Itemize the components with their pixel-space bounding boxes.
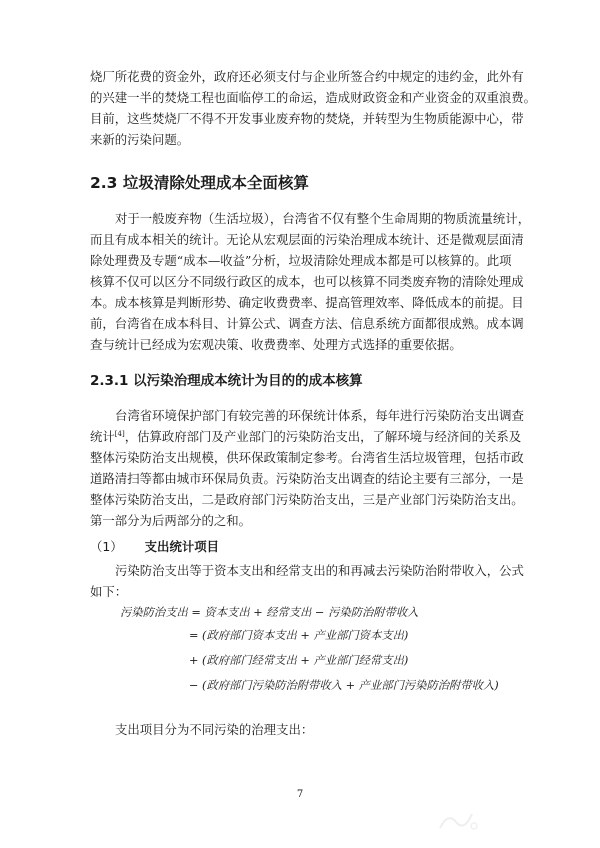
item-paragraph	[90, 560, 524, 602]
paragraph-line: 来新的污染问题。	[90, 132, 190, 147]
formula-line-1: 污染防治支出 = 资本支出 + 经常支出 − 污染防治附带收入	[120, 606, 419, 619]
paragraph-line: 除处理费及专题“成本—收益”分析，垃圾清除处理成本都是可以核算的。此项	[90, 253, 512, 268]
formula-line-3: + (政府部门经常支出 + 产业部门经常支出)	[189, 654, 409, 667]
corner-watermark-icon	[436, 808, 480, 832]
paragraph-line: 整体污染防治支出规模，供环保政策制定参考。台湾省生活垃圾管理，包括市政	[90, 450, 524, 465]
paragraph-line: 核算不仅可以区分不同级行政区的成本，也可以核算不同类废弃物的清除处理成	[90, 274, 524, 289]
formula-line-4: − (政府部门污染防治附带收入 + 产业部门污染防治附带收入)	[189, 679, 499, 692]
paragraph-line: 台湾省环境保护部门有较完善的环保统计体系，每年进行污染防治支出调查	[115, 408, 524, 423]
section-paragraph	[90, 208, 531, 355]
paragraph-line: 前，台湾省在成本科目、计算公式、调查方法、信息系统方面都很成熟。成本调	[90, 316, 524, 331]
paragraph-line: 对于一般废弃物（生活垃圾），台湾省不仅有整个生命周期的物质流量统计，	[115, 211, 531, 226]
paragraph-line: 整体污染防治支出，二是政府部门污染防治支出，三是产业部门污染防治支出。	[90, 492, 524, 507]
paragraph-line: 道路清扫等都由城市环保局负责。污染防治支出调查的结论主要有三部分，一是	[90, 471, 524, 486]
subsection-paragraph	[90, 405, 524, 531]
paragraph-line: 查与统计已经成为宏观决策、收费费率、处理方式选择的重要依据。	[90, 337, 462, 352]
paragraph-line: 本。成本核算是判断形势、确定收费费率、提高管理效率、降低成本的前提。目	[90, 295, 524, 310]
paragraph-line: 第一部分为后两部分的之和。	[90, 513, 252, 528]
item-heading	[90, 537, 219, 555]
subsection-heading: 2.3.1 以污染治理成本统计为目的的成本核算	[90, 373, 363, 389]
paragraph-line: 烧厂所花费的资金外，政府还必须支付与企业所签合约中规定的违约金，此外有	[90, 69, 524, 84]
paragraph-text: 统计	[90, 429, 115, 444]
paragraph-line: 支出项目分为不同污染的治理支出：	[115, 722, 314, 737]
top-paragraph	[90, 66, 537, 150]
paragraph-line: 而且有成本相关的统计。无论从宏观层面的污染治理成本统计、还是微观层面清	[90, 232, 524, 247]
paragraph-line: 目前，这些焚烧厂不得不开发事业废弃物的焚烧，并转型为生物质能源中心，带	[90, 111, 524, 126]
item-title: 支出统计项目	[144, 539, 220, 554]
citation-reference: [4]	[114, 429, 125, 438]
paragraph-text: ，估算政府部门及产业部门的污染防治支出，了解环境与经济间的关系及	[124, 429, 522, 444]
section-heading: 2.3 垃圾清除处理成本全面核算	[90, 174, 309, 192]
page-number: 7	[296, 789, 304, 800]
paragraph-line: 污染防治支出等于资本支出和经常支出的和再减去污染防治附带收入，公式	[115, 563, 524, 578]
formula-line-2: = (政府部门资本支出 + 产业部门资本支出)	[189, 629, 409, 642]
item-number: （1）	[90, 539, 123, 554]
paragraph-line: 如下：	[90, 584, 128, 599]
paragraph-line-with-citation	[90, 426, 522, 447]
paragraph-line: 的兴建一半的焚烧工程也面临停工的命运，造成财政资金和产业资金的双重浪费。	[90, 90, 537, 105]
closing-line	[115, 719, 515, 740]
